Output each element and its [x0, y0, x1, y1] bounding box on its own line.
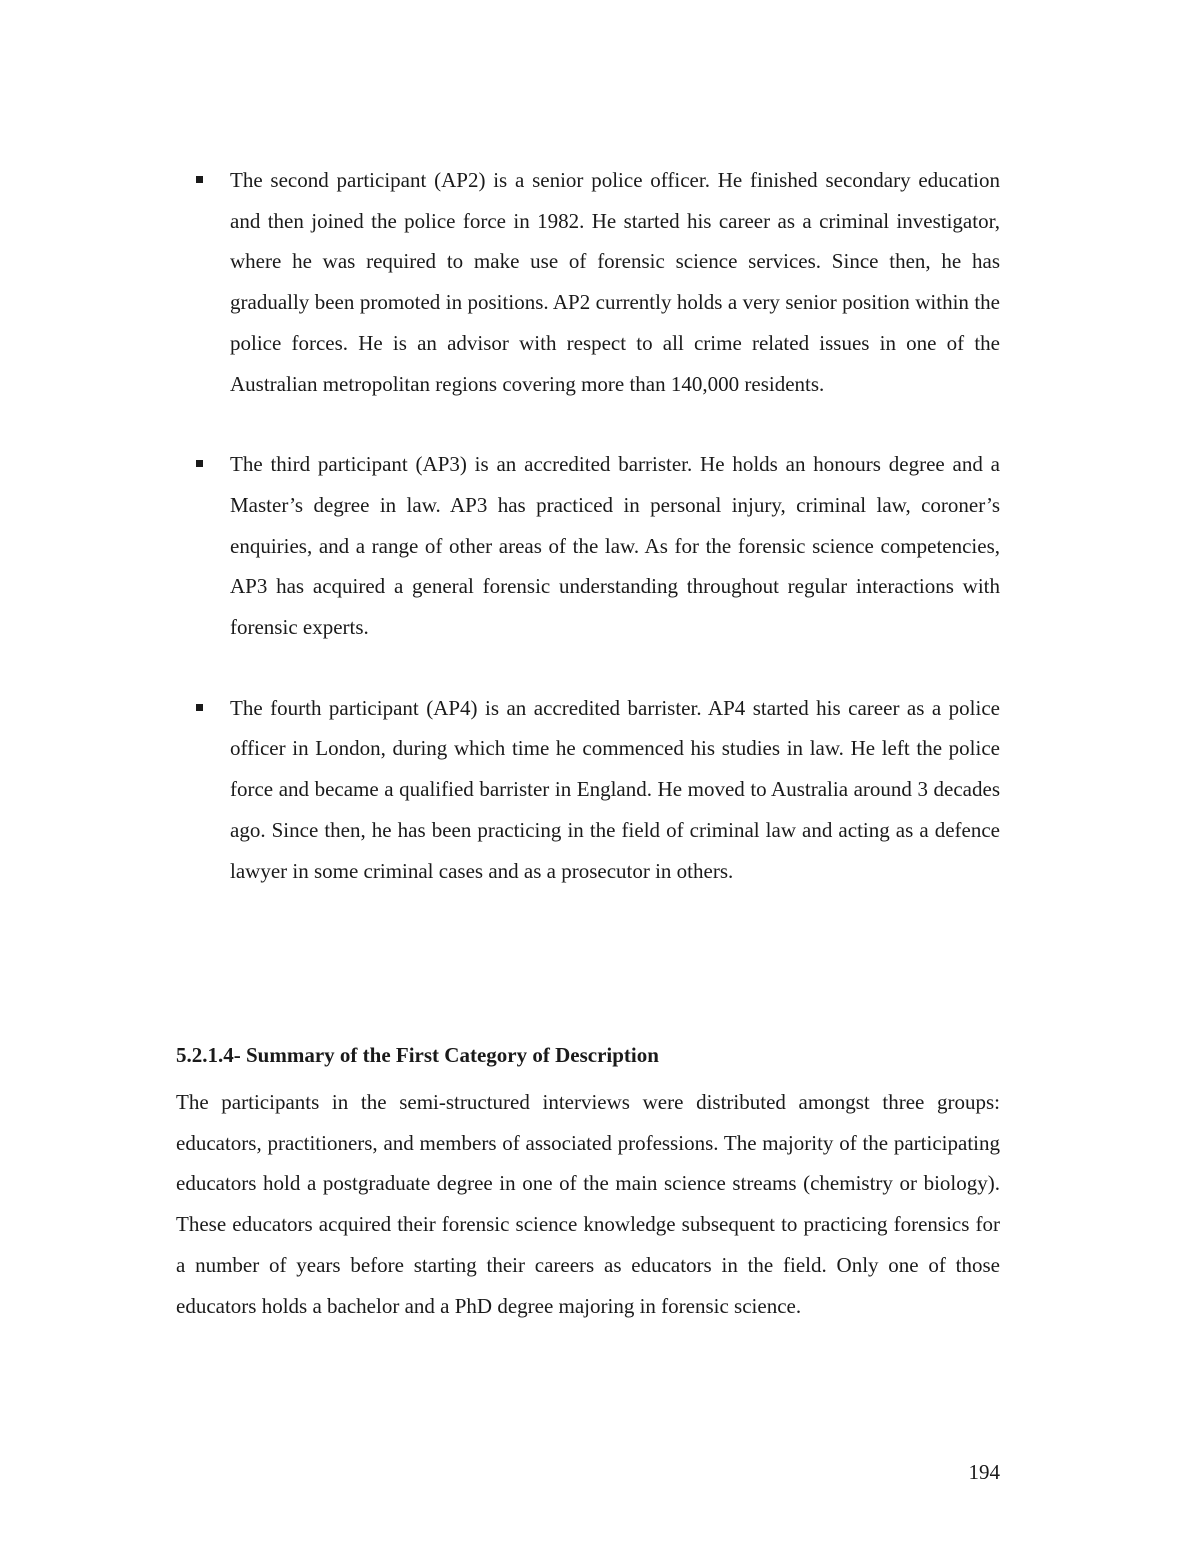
page-number: 194	[968, 1460, 1000, 1484]
summary-paragraph: The participants in the semi-structured interviews were distributed amongst three groups: educators, practitioners, and members of associated professions. The majority of the participating educators hold a postgraduate degree in one of the main science streams (chemistry or biology). These educators acquired their forensic science knowledge subsequent to practicing forensics for a number of years before starting their careers as educators in the field. Only one of those educators holds a bachelor and a PhD degree majoring in forensic science.	[176, 1090, 1000, 1318]
participant-ap3-item	[188, 444, 1000, 648]
square-bullet-icon	[196, 176, 203, 183]
square-bullet-icon	[196, 460, 203, 467]
participant-ap2-item	[188, 160, 1000, 404]
section-heading: 5.2.1.4- Summary of the First Category of Description	[176, 1043, 659, 1067]
participant-bullet-list	[188, 160, 1000, 931]
participant-ap2-text: The second participant (AP2) is a senior police officer. He finished secondary education and then joined the police force in 1982. He started his career as a criminal investigator, where he was required to make use of forensic science services. Since then, he has gradually been promoted in positions. AP2 currently holds a very senior position within the police forces. He is an advisor with respect to all crime related issues in one of the Australian metropolitan regions covering more than 140,000 residents.	[230, 168, 1000, 396]
square-bullet-icon	[196, 704, 203, 711]
participant-ap4-text: The fourth participant (AP4) is an accredited barrister. AP4 started his career as a police officer in London, during which time he commenced his studies in law. He left the police force and became a qualified barrister in England. He moved to Australia around 3 decades ago. Since then, he has been practicing in the field of criminal law and acting as a defence lawyer in some criminal cases and as a prosecutor in others.	[230, 695, 1000, 883]
participant-ap3-text: The third participant (AP3) is an accredited barrister. He holds an honours degree and a Master’s degree in law. AP3 has practiced in personal injury, criminal law, coroner’s enquiries, and a range of other areas of the law. As for the forensic science competencies, AP3 has acquired a general forensic understanding throughout regular interactions with forensic experts.	[230, 452, 1000, 640]
participant-ap4-item	[188, 688, 1000, 892]
